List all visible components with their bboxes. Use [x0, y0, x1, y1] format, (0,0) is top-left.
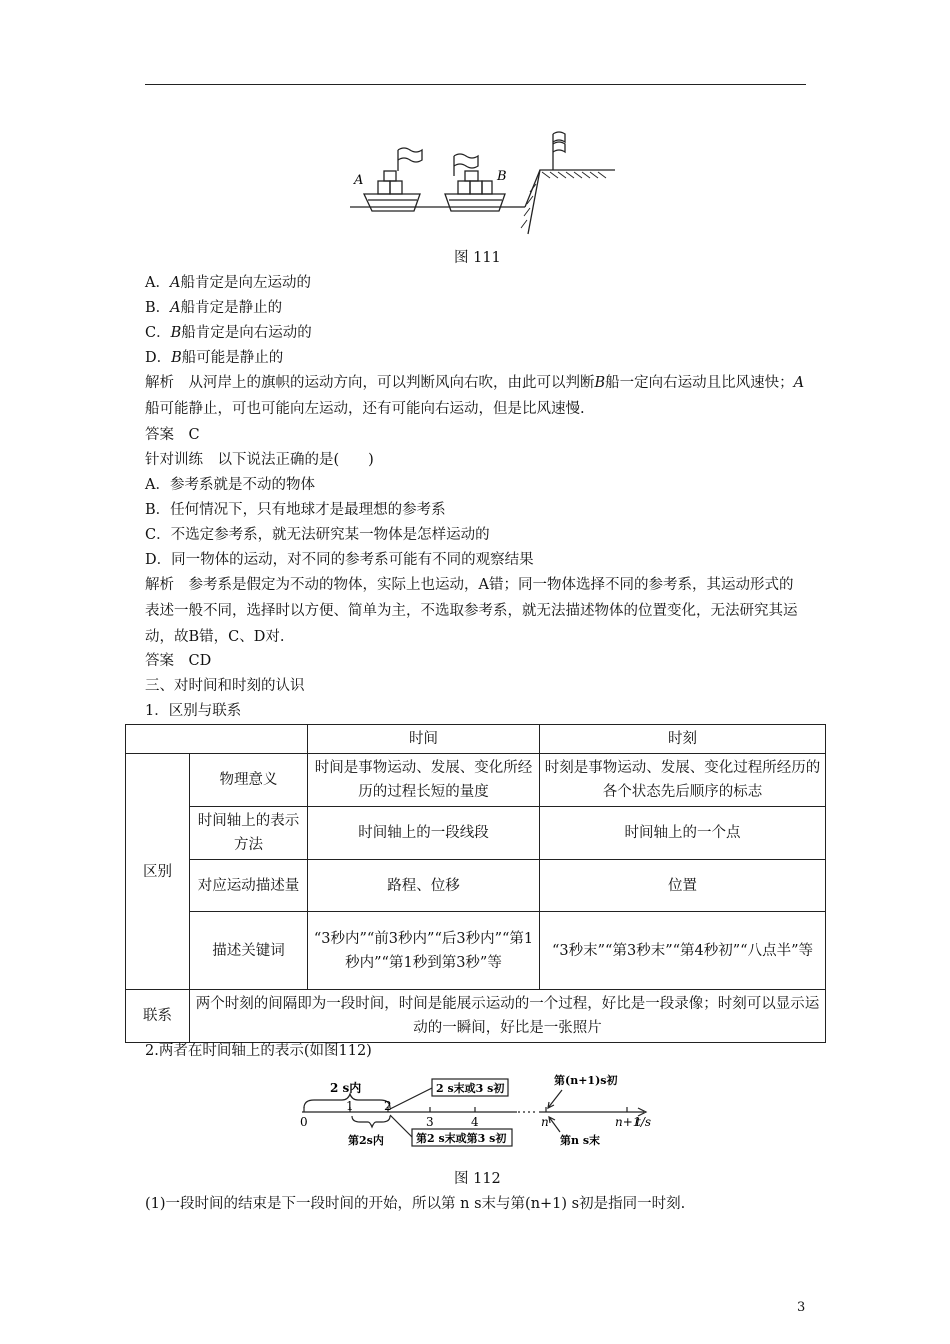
tick-3: 3 — [426, 1115, 434, 1129]
table-corner — [126, 725, 308, 754]
label-boat-a: A — [354, 173, 364, 188]
label-nth-end: 第n s末 — [560, 1134, 601, 1147]
option-2-a: A．参考系就是不动的物体 — [145, 477, 315, 493]
header-time: 时间 — [308, 725, 540, 754]
option-1-a: A．A船肯定是向左运动的 — [145, 275, 311, 291]
subheading-1: 1．区别与联系 — [145, 703, 242, 719]
cell-moment: 位置 — [540, 860, 826, 912]
row-name: 时间轴上的表示方法 — [190, 807, 308, 860]
time-moment-table — [125, 724, 826, 1043]
cell-time: 时间轴上的一段线段 — [308, 807, 540, 860]
figure-112-timeline — [292, 1068, 692, 1158]
cell-moment: “3秒末”“第3秒末”“第4秒初”“八点半”等 — [540, 912, 826, 990]
option-2-b: B．任何情况下，只有地球才是最理想的参考系 — [145, 502, 446, 518]
option-1-c: C．B船肯定是向右运动的 — [145, 325, 312, 341]
header-rule — [145, 84, 806, 85]
point-1: (1)一段时间的结束是下一段时间的开始，所以第 n s末与第(n+1) s初是指同一时刻. — [145, 1196, 686, 1212]
answer-2: 答案 CD — [145, 653, 212, 669]
tick-n-plus-1: n+1 — [615, 1115, 641, 1129]
row-group-diff: 区别 — [126, 754, 190, 990]
cell-moment: 时间轴上的一个点 — [540, 807, 826, 860]
row-link: 联系 — [126, 990, 190, 1043]
cell-time: “3秒内”“前3秒内”“后3秒内”“第1秒内”“第1秒到第3秒”等 — [308, 912, 540, 990]
option-2-c: C．不选定参考系，就无法研究某一物体是怎样运动的 — [145, 527, 490, 543]
analysis-1: 解析 从河岸上的旗帜的运动方向，可以判断风向右吹，由此可以判断B船一定向右运动且比风速快；A船可能静止，可也可能向左运动，还有可能向右运动，但是比风速慢. — [145, 375, 805, 417]
answer-1: 答案 C — [145, 427, 200, 443]
tick-0: 0 — [300, 1115, 308, 1129]
axis-unit: t/s — [636, 1115, 652, 1129]
cell-moment: 时刻是事物运动、发展、变化过程所经历的各个状态先后顺序的标志 — [540, 754, 826, 807]
option-2-d: D．同一物体的运动，对不同的参考系可能有不同的观察结果 — [145, 552, 534, 568]
tick-1: 1 — [346, 1099, 354, 1113]
label-boat-b: B — [497, 169, 507, 184]
analysis-2: 解析 参考系是假定为不动的物体，实际上也运动，A错；同一物体选择不同的参考系，其运动形式的表述一般不同，选择时以方便、简单为主，不选取参考系，就无法描述物体的位置变化，无法研究其运动，故B错，C、D对. — [145, 577, 798, 645]
header-moment: 时刻 — [540, 725, 826, 754]
training-question: 针对训练 以下说法正确的是( ) — [145, 452, 374, 468]
page-number: 3 — [797, 1300, 806, 1315]
label-2s-in: 2 s内 — [330, 1081, 362, 1095]
row-name: 物理意义 — [190, 754, 308, 807]
figure-111-boats — [350, 128, 650, 238]
figure-112-caption: 图 112 — [454, 1171, 501, 1187]
figure-111-caption: 图 111 — [454, 250, 501, 266]
label-n1-start: 第(n+1)s初 — [554, 1074, 618, 1087]
option-1-b: B．A船肯定是静止的 — [145, 300, 283, 316]
cell-link: 两个时刻的间隔即为一段时间，时间是能展示运动的一个过程，好比是一段录像；时刻可以显示运动的一瞬间，好比是一张照片 — [190, 990, 826, 1043]
option-1-d: D．B船可能是静止的 — [145, 350, 284, 366]
box-top-label: 2 s末或3 s初 — [436, 1082, 505, 1095]
subheading-2: 2.两者在时间轴上的表示(如图112) — [145, 1043, 372, 1059]
tick-2: 2 — [384, 1099, 392, 1113]
cell-time: 路程、位移 — [308, 860, 540, 912]
cell-time: 时间是事物运动、发展、变化所经历的过程长短的量度 — [308, 754, 540, 807]
tick-4: 4 — [471, 1115, 479, 1129]
label-2nd-second: 第2s内 — [348, 1134, 384, 1147]
row-name: 描述关键词 — [190, 912, 308, 990]
section-3-heading: 三、对时间和时刻的认识 — [145, 678, 305, 694]
box-bottom-label: 第2 s末或第3 s初 — [416, 1132, 507, 1145]
row-name: 对应运动描述量 — [190, 860, 308, 912]
tick-n: n — [541, 1115, 549, 1129]
